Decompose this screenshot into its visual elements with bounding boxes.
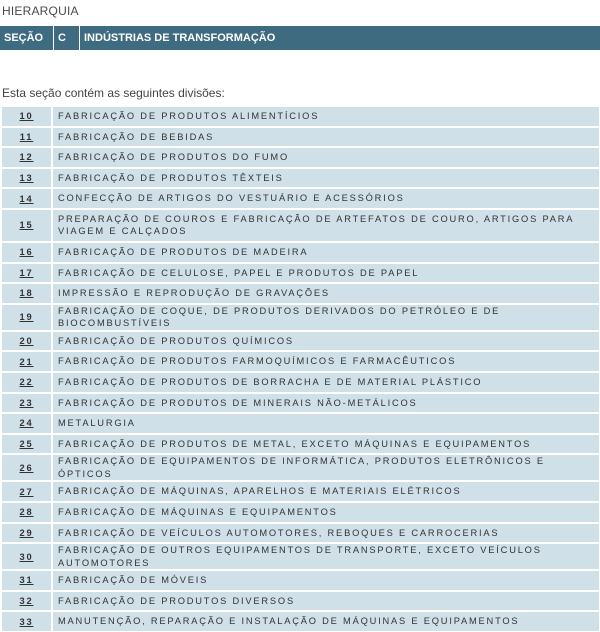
division-code-cell bbox=[2, 188, 53, 209]
section-label: SEÇÃO bbox=[0, 26, 54, 50]
division-name: FABRICAÇÃO DE OUTROS EQUIPAMENTOS DE TRANSPORTE, EXCETO VEÍCULOS AUTOMOTORES bbox=[53, 543, 599, 570]
division-code-link[interactable]: 28 bbox=[19, 507, 34, 518]
divisions-table-body bbox=[2, 106, 599, 632]
page-heading: HIERARQUIA bbox=[2, 4, 79, 18]
division-row bbox=[2, 413, 599, 434]
division-name: FABRICAÇÃO DE CELULOSE, PAPEL E PRODUTOS DE PAPEL bbox=[53, 263, 599, 284]
division-row bbox=[2, 591, 599, 612]
division-code-link[interactable]: 23 bbox=[19, 397, 34, 408]
division-row bbox=[2, 168, 599, 189]
section-header-bar bbox=[0, 26, 600, 50]
division-row bbox=[2, 127, 599, 148]
division-code-link[interactable]: 22 bbox=[19, 377, 34, 388]
division-code-cell bbox=[2, 372, 53, 393]
division-code-cell bbox=[2, 481, 53, 502]
division-code-link[interactable]: 27 bbox=[19, 486, 34, 497]
division-code-link[interactable]: 32 bbox=[19, 595, 34, 606]
division-code-cell bbox=[2, 413, 53, 434]
division-code-cell bbox=[2, 543, 53, 570]
division-row bbox=[2, 147, 599, 168]
division-name: FABRICAÇÃO DE PRODUTOS DE METAL, EXCETO MÁQUINAS E EQUIPAMENTOS bbox=[53, 434, 599, 455]
division-code-link[interactable]: 13 bbox=[19, 173, 34, 184]
division-code-cell bbox=[2, 242, 53, 263]
intro-text: Esta seção contém as seguintes divisões: bbox=[2, 86, 225, 100]
division-code-link[interactable]: 26 bbox=[19, 462, 34, 473]
division-code-cell bbox=[2, 106, 53, 127]
division-code-cell bbox=[2, 147, 53, 168]
division-code-link[interactable]: 18 bbox=[19, 288, 34, 299]
division-row bbox=[2, 304, 599, 331]
division-code-cell bbox=[2, 304, 53, 331]
division-row bbox=[2, 434, 599, 455]
division-name: FABRICAÇÃO DE EQUIPAMENTOS DE INFORMÁTICA, PRODUTOS ELETRÔNICOS E ÓPTICOS bbox=[53, 454, 599, 481]
division-code-link[interactable]: 25 bbox=[19, 439, 34, 450]
section-code: C bbox=[54, 26, 80, 50]
division-name: FABRICAÇÃO DE PRODUTOS DE MINERAIS NÃO-METÁLICOS bbox=[53, 393, 599, 414]
division-code-link[interactable]: 21 bbox=[19, 356, 34, 367]
division-code-link[interactable]: 19 bbox=[19, 312, 34, 323]
divisions-table bbox=[2, 106, 599, 632]
division-name: FABRICAÇÃO DE PRODUTOS TÊXTEIS bbox=[53, 168, 599, 189]
division-code-cell bbox=[2, 591, 53, 612]
division-row bbox=[2, 106, 599, 127]
division-row bbox=[2, 570, 599, 591]
division-name: FABRICAÇÃO DE BEBIDAS bbox=[53, 127, 599, 148]
division-row bbox=[2, 372, 599, 393]
division-code-link[interactable]: 11 bbox=[19, 131, 34, 142]
division-row bbox=[2, 543, 599, 570]
division-code-cell bbox=[2, 570, 53, 591]
division-code-cell bbox=[2, 502, 53, 523]
division-name: FABRICAÇÃO DE MÁQUINAS, APARELHOS E MATERIAIS ELÉTRICOS bbox=[53, 481, 599, 502]
division-code-cell bbox=[2, 209, 53, 242]
division-name: FABRICAÇÃO DE PRODUTOS DO FUMO bbox=[53, 147, 599, 168]
division-name: FABRICAÇÃO DE VEÍCULOS AUTOMOTORES, REBOQUES E CARROCERIAS bbox=[53, 523, 599, 544]
division-row bbox=[2, 611, 599, 632]
division-row bbox=[2, 523, 599, 544]
division-code-link[interactable]: 20 bbox=[19, 336, 34, 347]
division-code-cell bbox=[2, 331, 53, 352]
division-row bbox=[2, 502, 599, 523]
division-code-cell bbox=[2, 611, 53, 632]
division-name: FABRICAÇÃO DE PRODUTOS DE BORRACHA E DE MATERIAL PLÁSTICO bbox=[53, 372, 599, 393]
division-row bbox=[2, 283, 599, 304]
division-code-cell bbox=[2, 434, 53, 455]
division-code-link[interactable]: 10 bbox=[19, 111, 34, 122]
division-row bbox=[2, 209, 599, 242]
division-row bbox=[2, 242, 599, 263]
division-name: METALURGIA bbox=[53, 413, 599, 434]
division-name: FABRICAÇÃO DE PRODUTOS DE MADEIRA bbox=[53, 242, 599, 263]
division-name: PREPARAÇÃO DE COUROS E FABRICAÇÃO DE ARTEFATOS DE COURO, ARTIGOS PARA VIAGEM E CALÇADOS bbox=[53, 209, 599, 242]
division-code-cell bbox=[2, 393, 53, 414]
division-code-link[interactable]: 12 bbox=[19, 152, 34, 163]
division-code-cell bbox=[2, 351, 53, 372]
division-name: FABRICAÇÃO DE PRODUTOS FARMOQUÍMICOS E FARMACÊUTICOS bbox=[53, 351, 599, 372]
division-code-link[interactable]: 24 bbox=[19, 418, 34, 429]
division-name: FABRICAÇÃO DE PRODUTOS ALIMENTÍCIOS bbox=[53, 106, 599, 127]
division-code-link[interactable]: 31 bbox=[19, 575, 34, 586]
division-name: FABRICAÇÃO DE PRODUTOS DIVERSOS bbox=[53, 591, 599, 612]
division-code-link[interactable]: 17 bbox=[19, 267, 34, 278]
division-row bbox=[2, 351, 599, 372]
division-code-cell bbox=[2, 523, 53, 544]
division-code-cell bbox=[2, 454, 53, 481]
division-row bbox=[2, 331, 599, 352]
division-code-cell bbox=[2, 283, 53, 304]
division-code-cell bbox=[2, 168, 53, 189]
division-code-link[interactable]: 30 bbox=[19, 551, 34, 562]
division-code-link[interactable]: 33 bbox=[19, 616, 34, 627]
division-code-link[interactable]: 29 bbox=[19, 527, 34, 538]
division-name: FABRICAÇÃO DE PRODUTOS QUÍMICOS bbox=[53, 331, 599, 352]
division-name: IMPRESSÃO E REPRODUÇÃO DE GRAVAÇÕES bbox=[53, 283, 599, 304]
division-row bbox=[2, 263, 599, 284]
division-code-cell bbox=[2, 127, 53, 148]
division-row bbox=[2, 481, 599, 502]
division-row bbox=[2, 188, 599, 209]
division-name: FABRICAÇÃO DE COQUE, DE PRODUTOS DERIVADOS DO PETRÓLEO E DE BIOCOMBUSTÍVEIS bbox=[53, 304, 599, 331]
division-code-link[interactable]: 15 bbox=[19, 220, 34, 231]
division-code-cell bbox=[2, 263, 53, 284]
division-name: FABRICAÇÃO DE MÁQUINAS E EQUIPAMENTOS bbox=[53, 502, 599, 523]
division-name: MANUTENÇÃO, REPARAÇÃO E INSTALAÇÃO DE MÁQUINAS E EQUIPAMENTOS bbox=[53, 611, 599, 632]
division-code-link[interactable]: 14 bbox=[19, 193, 34, 204]
division-code-link[interactable]: 16 bbox=[19, 247, 34, 258]
division-row bbox=[2, 454, 599, 481]
division-row bbox=[2, 393, 599, 414]
division-name: CONFECÇÃO DE ARTIGOS DO VESTUÁRIO E ACESSÓRIOS bbox=[53, 188, 599, 209]
division-name: FABRICAÇÃO DE MÓVEIS bbox=[53, 570, 599, 591]
section-title: INDÚSTRIAS DE TRANSFORMAÇÃO bbox=[84, 32, 276, 44]
